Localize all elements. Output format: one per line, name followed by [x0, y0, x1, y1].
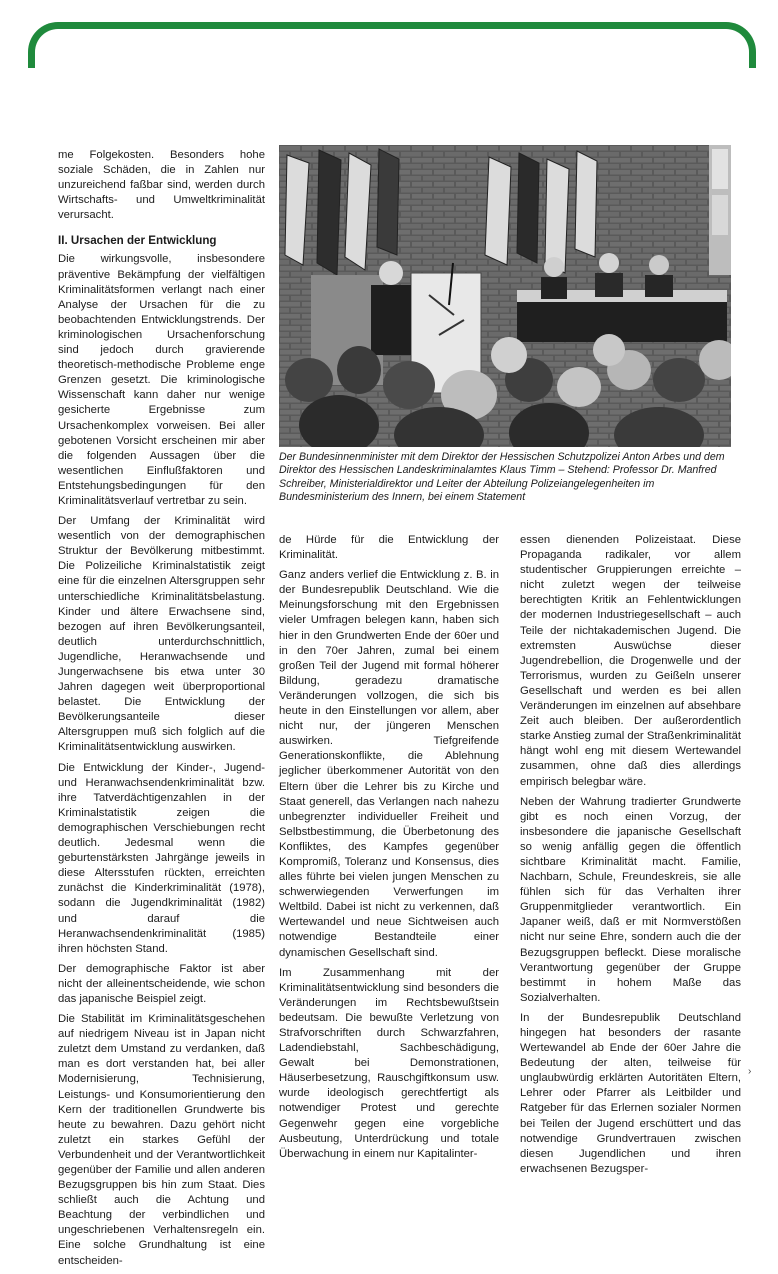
section-heading: II. Ursachen der Entwicklung — [58, 234, 217, 248]
paragraph: Die Entwicklung der Kinder-, Jugend- und Heranwachsendenkriminalität bzw. ihre Tatverdächtigenzahlen in der Kriminalstatistik zeigen die demographischen Verschiebungen recht deutlich. Jedesmal wenn die geburtenstärksten Jahrgänge jeweils in diese Altersstufen rückten, erreichten zunächst die Kinderkriminalität (1978), sodann die Jugendkriminalität (1982) und darauf die Heranwachsendenkriminalität (1985) ihren höchsten Stand. — [58, 761, 265, 955]
right-text-column — [520, 533, 741, 1182]
conference-photo — [279, 145, 731, 447]
paragraph: Die Stabilität im Kriminalitätsgeschehen auf niedrigem Niveau ist in Japan nicht zuletzt dem Umstand zu verdanken, daß man es dort verstanden hat, bei aller Modernisierung, Technisierung, Leistungs- und Konsumorientierung den Kern der traditionellen Grundwerte bis heute zu bewahren. Dazu gehört nicht zuletzt ein starkes Gefühl der Verbundenheit und der Verantwortlichkeit gegenüber der Familie und allen anderen Bezugsgruppen bis hin zum Staat. Dies schließt auch die Achtung und Beachtung der verbindlichen und ungeschriebenen Verhaltensregeln ein. Eine solche Grundhaltung ist eine entscheiden- — [58, 1013, 265, 1267]
photo-caption: Der Bundesinnenminister mit dem Direktor der Hessischen Schutzpolizei Anton Arbes und dem Direktor des Hessischen Landeskriminalamtes Klaus Timm – Stehend: Professor Dr. Manfred Schreiber, Ministerialdirektor und Leiter der Abteilung Polizeiangelegenheiten im Bundesministerium des Innern, bei einem Statement — [279, 451, 725, 504]
paragraph: In der Bundesrepublik Deutschland hingegen hat besonders der rasante Wertewandel ab Ende der 60er Jahre die Bedeutung der alten, teilweise für unglaubwürdig erklärten Autoritäten Eltern, Lehrer oder Pfarrer als Leitbilder und Ratgeber für das Erlernen sozialer Normen bei Teilen der Jugend erschüttert und das notwendige Grundvertrauen zwischen diesen Jugendlichen und ihren erwachsenen Bezugsper- — [520, 1011, 741, 1175]
left-text-column — [58, 148, 265, 1274]
top-green-frame — [28, 22, 756, 68]
continuation-mark: › — [748, 1066, 752, 1077]
paragraph: Der Umfang der Kriminalität wird wesentlich von der demographischen Struktur der Bevölkerung mitbestimmt. Die Polizeiliche Kriminalstatistik zeigt eine für die einzelnen Altersgruppen sehr unterschiedliche Kriminalitätsbelastung. Kinder und ältere Erwachsene sind, bezogen auf ihren Bevölkerungsanteil, deutlich unterdurchschnittlich, Jugendliche, Heranwachsende und Jungerwachsene bis etwa unter 30 Jahren dagegen weit überproportional belastet. Die Entwicklung der Bevölkerungsanteile dieser Altersgruppen muß sich folglich auf die Kriminalitätsentwicklung auswirken. — [58, 515, 265, 754]
photo-illustration — [279, 145, 731, 447]
paragraph: de Hürde für die Entwicklung der Kriminalität. — [279, 534, 499, 562]
paragraph: Neben der Wahrung tradierter Grundwerte gibt es noch einen Vorzug, der insbesondere die japanische Gesellschaft so wenig anfällig gegen die öffentlich sichtbare Kriminalität macht. Familie, Nachbarn, Schule, Freundeskreis, sie alle fühlen sich für das Verhalten ihrer Gruppenmitglieder verantwortlich. Ein Japaner weiß, daß er mit Normverstößen nicht nur seine Ehre, sondern auch die der Bezugsgruppen befleckt. Diese moralische Verantwortung gegenüber der Gruppe bestimmt in hohem Maße das Sozialverhalten. — [520, 795, 741, 1004]
paragraph: Ganz anders verlief die Entwicklung z. B. in der Bundesrepublik Deutschland. Wie die Meinungsforschung mit den Ergebnissen vieler Umfragen belegen kann, haben sich hier in den Grundwerten Ende der 60er und in den 70er Jahren, zumal bei einem großen Teil der Jugend mit formal höherer Bildung, geradezu dramatische Veränderungen vollzogen, die sich bis heute in den Einstellungen vor allem, aber nicht nur, der jüngeren Menschen auswirken. Tiefgreifende Generationskonflikte, die Ablehnung jeglicher überkommener Autorität von den Eltern über die Lehrer bis zu Kirche und Staat generell, das Verlangen nach nahezu unbegrenzter individueller Freiheit und Selbstbestimmung, die Überbetonung des Konfliktes, des Kampfes gegenüber Kompromiß, Toleranz und Konsensus, dies alles führte bei vielen jungen Menschen zu schwerwiegenden Verwerfungen im Weltbild. Dabei ist nicht zu verkennen, daß Wertewandel und neue Sichtweisen auch notwendige Bestandteile einer dynamischen Gesellschaft sind. — [279, 569, 499, 959]
paragraph: me Folgekosten. Besonders hohe soziale Schäden, die in Zahlen nur unzureichend faßbar sind, werden durch Wirtschafts- und Umweltkriminalität verursacht. — [58, 149, 265, 222]
paragraph: essen dienenden Polizeistaat. Diese Propaganda radikaler, vor allem studentischer Gruppierungen erreichte – nicht zuletzt wegen der teilweise berechtigten Kritik an Fehlentwicklungen der modernen Industriegesellschaft – auch Teile der nichtakademischen Jugend. Die extremsten Auswüchse dieser Jugendrebellion, die Drogenwelle und der Terrorismus, wurden zu Geißeln unserer Gesellschaft und werden es bei allen Veränderungen im einzelnen auf absehbare Zeit auch bleiben. Der außerordentlich starke Anstieg zumal der Straßenkriminalität hängt wohl eng mit diesem Wertewandel zusammen, ohne daß dies allerdings empirisch belegbar wäre. — [520, 534, 742, 788]
paragraph: Der demographische Faktor ist aber nicht der alleinentscheidende, wie schon das japanische Beispiel zeigt. — [58, 962, 265, 1005]
middle-text-column — [279, 533, 499, 1167]
paragraph: Im Zusammenhang mit der Kriminalitätsentwicklung sind besonders die Veränderungen im Rechtsbewußtsein bedeutsam. Die bewußte Verletzung von Strafvorschriften durch Schwarzfahren, Ladendiebstahl, Sachbeschädigung, Gewalt bei Demonstrationen, Häuserbesetzung, Rauschgiftkonsum usw. wurde ideologisch gerechtfertigt als notwendiger Protest und gerechte Gegenwehr gegen eine vorgebliche Ausbeutung, Unterdrückung und totale Überwachung in einem nur Kapitalinter- — [279, 966, 499, 1160]
paragraph: Die wirkungsvolle, insbesondere präventive Bekämpfung der vielfältigen Kriminalitätsformen verlangt nach einer Analyse der Ursachen für die zu beobachtenden Entwicklungstrends. Der kriminologischen Ursachenforschung sind jedoch durch gravierende theoretisch-methodische Probleme enge Grenzen gesetzt. Die kriminologische Wissenschaft kann daher nur wenige gesicherte Ergebnisse zum Ursachenkomplex vorweisen. Bei aller gebotenen Vorsicht erscheinen mir aber die folgenden Aussagen über die wesentlichen Einflußfaktoren und Entstehungsbedingungen für den Kriminalitätsverlauf vertretbar zu sein. — [58, 253, 265, 507]
